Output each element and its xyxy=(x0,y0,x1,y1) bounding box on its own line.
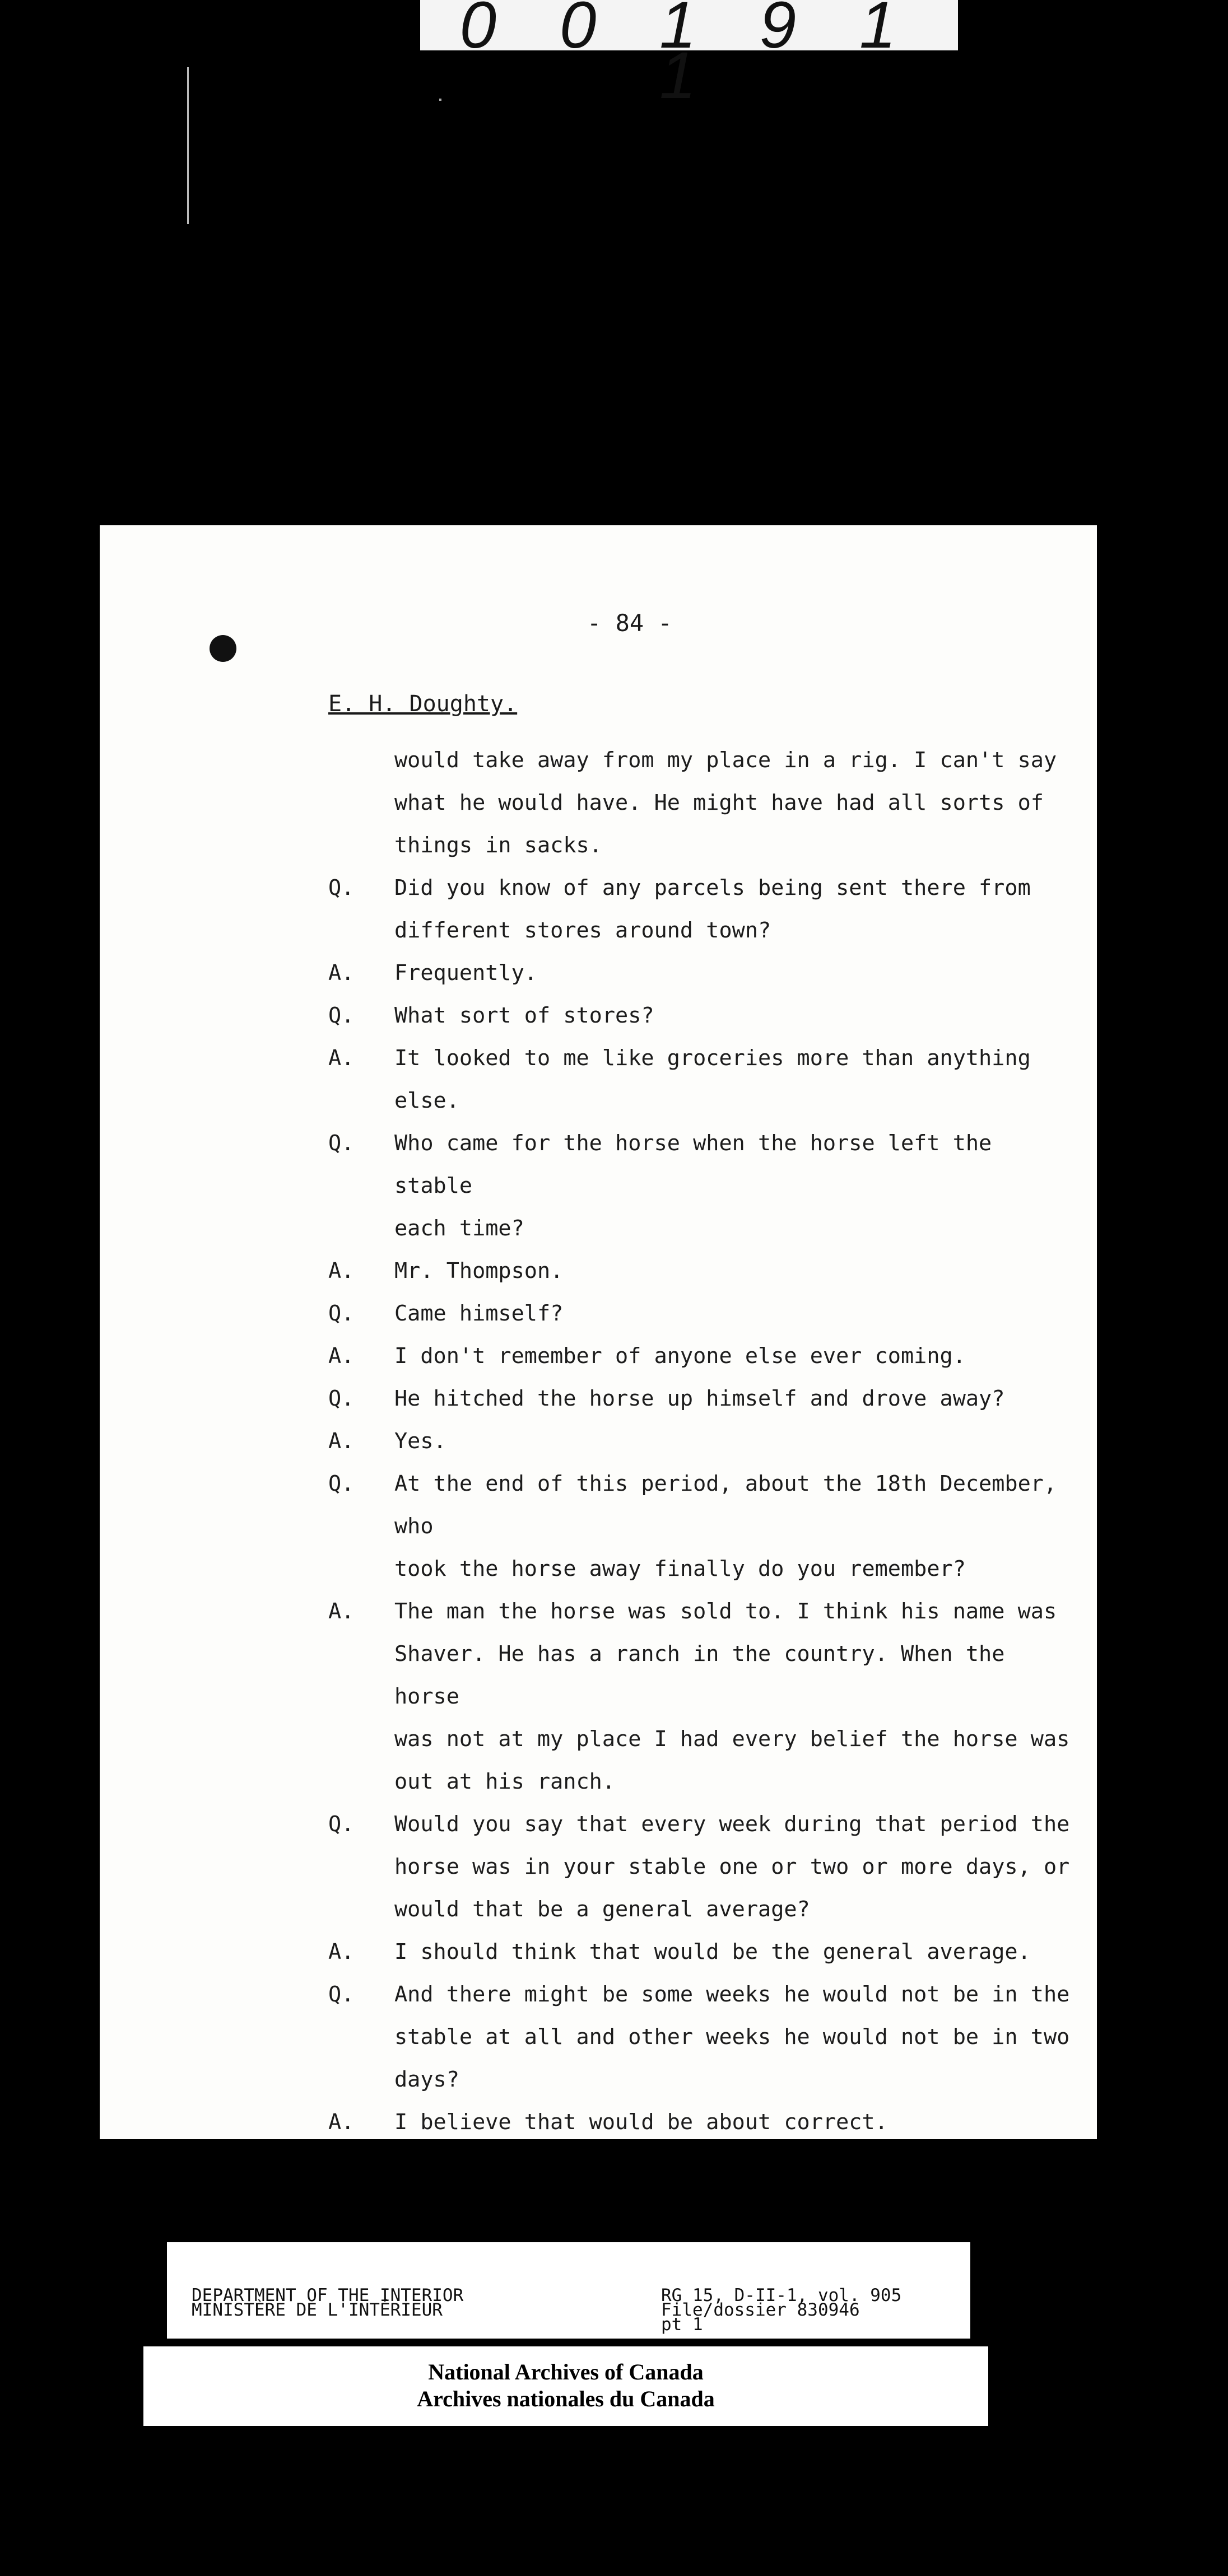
qa-marker: A. xyxy=(328,1429,355,1454)
qa-marker xyxy=(328,739,394,867)
qa-marker: A. xyxy=(328,1343,355,1369)
transcript-paragraph xyxy=(328,739,1073,867)
transcript-paragraph xyxy=(328,1250,1073,1292)
qa-marker: Q. xyxy=(328,1301,355,1326)
paragraph-text: Frequently. xyxy=(394,960,537,986)
transcript-paragraph xyxy=(328,1973,1073,2101)
transcript-paragraph xyxy=(328,1931,1073,1973)
transcript-paragraph xyxy=(328,1037,1073,1122)
paragraph-text: Who came for the horse when the horse left the stable each time? xyxy=(394,1131,992,1241)
transcript-paragraph xyxy=(328,1378,1073,1420)
paragraph-text: Did you know of any parcels being sent there from different stores around town? xyxy=(394,875,1031,943)
transcript-paragraph xyxy=(328,1803,1073,1931)
paragraph-text: What sort of stores? xyxy=(394,1003,654,1028)
page-number: - 84 - xyxy=(587,609,672,637)
film-margin-line xyxy=(187,67,189,224)
paragraph-text: At the end of this period, about the 18th December, who took the horse away finally do you remember? xyxy=(394,1471,1057,1581)
transcript-paragraph xyxy=(328,867,1073,952)
qa-marker: Q. xyxy=(328,875,355,900)
department-name: DEPARTMENT OF THE INTERIOR MINISTÈRE DE L'INTÉRIEUR xyxy=(192,2285,464,2320)
transcript-paragraph xyxy=(328,995,1073,1037)
qa-marker: A. xyxy=(328,2110,355,2135)
qa-marker: A. xyxy=(328,1599,355,1624)
transcript-paragraph xyxy=(328,952,1073,995)
transcript-paragraph xyxy=(328,2101,1073,2144)
paragraph-text: And there might be some weeks he would not be in the stable at all and other weeks he would not be in two days? xyxy=(394,1982,1070,2092)
transcript-paragraph xyxy=(328,1463,1073,1590)
paragraph-text: Would you say that every week during that period the horse was in your stable one or two or more days, or would that be a general average? xyxy=(394,1812,1070,1922)
transcript-body xyxy=(328,739,1073,2144)
paragraph-text: Yes. xyxy=(394,1429,446,1454)
paragraph-text: I don't remember of anyone else ever coming. xyxy=(394,1343,966,1369)
file-reference: RG 15, D-II-1, vol. 905 File/dossier 830946 pt 1 xyxy=(661,2285,902,2335)
qa-marker: A. xyxy=(328,1258,355,1284)
qa-marker: A. xyxy=(328,1939,355,1964)
qa-marker: Q. xyxy=(328,1131,355,1156)
qa-marker: A. xyxy=(328,960,355,986)
qa-marker: Q. xyxy=(328,1471,355,1496)
witness-name: E. H. Doughty. xyxy=(328,691,518,717)
document-page xyxy=(100,525,1097,2139)
archive-reference-label xyxy=(167,2242,970,2339)
qa-marker: Q. xyxy=(328,1386,355,1411)
qa-marker: A. xyxy=(328,1046,355,1071)
paragraph-text: would take away from my place in a rig. I can't say what he would have. He might have had all sorts of things in sacks. xyxy=(394,748,1057,858)
transcript-paragraph xyxy=(328,1420,1073,1463)
transcript-paragraph xyxy=(328,1590,1073,1803)
transcript-paragraph xyxy=(328,1292,1073,1335)
paragraph-text: I believe that would be about correct. xyxy=(394,2110,888,2135)
paragraph-text: It looked to me like groceries more than anything else. xyxy=(394,1046,1031,1113)
paragraph-text: The man the horse was sold to. I think his name was Shaver. He has a ranch in the country. When the horse was not at my place I had every belief the horse was out at his ranch. xyxy=(394,1599,1070,1794)
film-speck xyxy=(439,99,441,101)
paragraph-text: Came himself? xyxy=(394,1301,564,1326)
punch-hole xyxy=(210,635,236,662)
transcript-paragraph xyxy=(328,1335,1073,1378)
qa-marker: Q. xyxy=(328,1982,355,2007)
frame-number-strip: 0 0 1 9 1 1 xyxy=(420,0,958,50)
archives-banner xyxy=(143,2346,988,2426)
paragraph-text: I should think that would be the general average. xyxy=(394,1939,1031,1964)
transcript-paragraph xyxy=(328,1122,1073,1250)
qa-marker: Q. xyxy=(328,1812,355,1837)
paragraph-text: Mr. Thompson. xyxy=(394,1258,564,1284)
qa-marker: Q. xyxy=(328,1003,355,1028)
paragraph-text: He hitched the horse up himself and drove away? xyxy=(394,1386,1005,1411)
archives-name: National Archives of Canada Archives nationales du Canada xyxy=(417,2359,715,2411)
